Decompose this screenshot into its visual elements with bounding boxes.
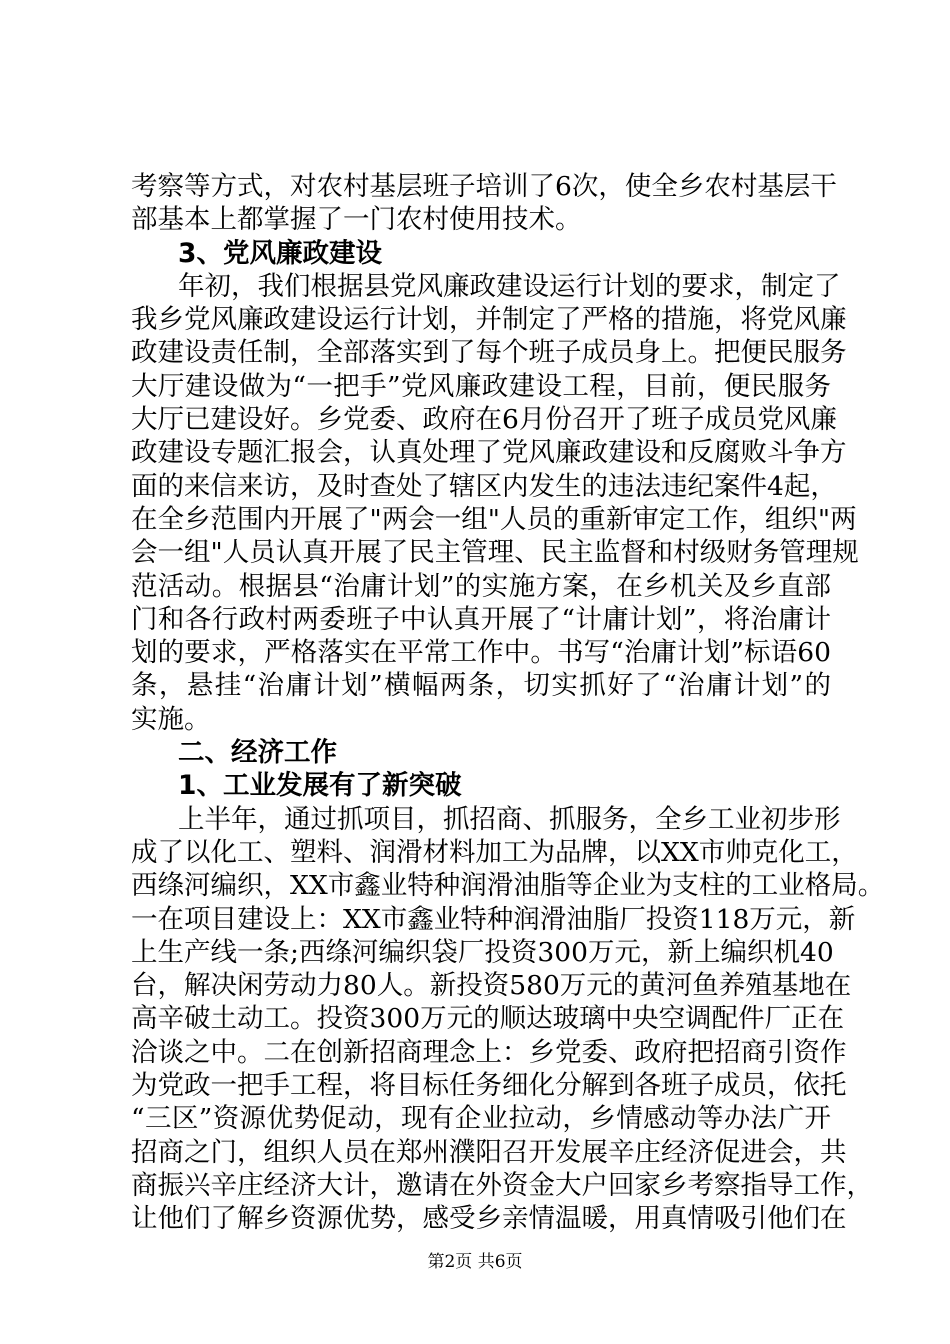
body-line: 上半年，通过抓项目，抓招商、抓服务，全乡工业初步形	[178, 803, 841, 835]
body-line: 范活动。根据县“治庸计划”的实施方案，在乡机关及乡直部	[131, 570, 831, 602]
body-line: 大厅建设做为“一把手”党风廉政建设工程，目前，便民服务	[131, 370, 831, 402]
body-line: 为党政一把手工程，将目标任务细化分解到各班子成员，依托	[131, 1070, 847, 1102]
body-line: 门和各行政村两委班子中认真开展了“计庸计划”，将治庸计	[131, 603, 831, 635]
section-heading: 二、经济工作	[178, 737, 337, 769]
body-line: 条，悬挂“治庸计划”横幅两条，切实抓好了“治庸计划”的	[131, 670, 831, 702]
body-line: 让他们了解乡资源优势，感受乡亲情温暖，用真情吸引他们在	[131, 1203, 847, 1235]
body-line: 考察等方式，对农村基层班子培训了6次，使全乡农村基层干	[131, 171, 837, 202]
body-line: 上生产线一条;西绦河编织袋厂投资300万元，新上编织机40	[131, 936, 834, 968]
body-line: 政建设责任制，全部落实到了每个班子成员身上。把便民服务	[131, 337, 847, 369]
body-line: 成了以化工、塑料、润滑材料加工为品牌，以XX市帅克化工，	[131, 836, 858, 868]
body-line: 高辛破土动工。投资300万元的顺达玻璃中央空调配件厂正在	[131, 1003, 845, 1035]
body-line: 大厅已建设好。乡党委、政府在6月份召开了班子成员党风廉	[131, 404, 837, 436]
body-line: 年初，我们根据县党风廉政建设运行计划的要求，制定了	[178, 270, 841, 302]
body-line: 商振兴辛庄经济大计，邀请在外资金大户回家乡考察指导工作，	[131, 1169, 873, 1201]
body-line: 洽谈之中。二在创新招商理念上：乡党委、政府把招商引资作	[131, 1036, 847, 1068]
subsection-heading: 1、工业发展有了新突破	[178, 770, 462, 802]
body-line: 划的要求，严格落实在平常工作中。书写“治庸计划”标语60	[131, 637, 831, 669]
page-number-footer: 第2页 共6页	[427, 1252, 523, 1272]
body-line: 部基本上都掌握了一门农村使用技术。	[131, 204, 582, 236]
body-line: 招商之门，组织人员在郑州濮阳召开发展辛庄经济促进会，共	[131, 1136, 847, 1168]
document-body	[131, 170, 885, 1236]
body-line: 在全乡范围内开展了"两会一组"人员的重新审定工作，组织"两	[131, 503, 857, 535]
body-line: 政建设专题汇报会，认真处理了党风廉政建设和反腐败斗争方	[131, 437, 847, 469]
body-line: 台，解决闲劳动力80人。新投资580万元的黄河鱼养殖基地在	[131, 970, 852, 1002]
body-line: 我乡党风廉政建设运行计划，并制定了严格的措施，将党风廉	[131, 304, 847, 336]
body-line: 西绦河编织，XX市鑫业特种润滑油脂等企业为支柱的工业格局。	[131, 870, 885, 902]
section-heading: 3、党风廉政建设	[178, 237, 382, 269]
body-line: 会一组"人员认真开展了民主管理、民主监督和村级财务管理规	[131, 537, 859, 569]
body-line: 面的来信来访，及时查处了辖区内发生的违法违纪案件4起，	[131, 470, 837, 502]
body-line: 一在项目建设上：XX市鑫业特种润滑油脂厂投资118万元，新	[131, 903, 856, 935]
body-line: 实施。	[131, 703, 211, 735]
body-line: “三区”资源优势促动，现有企业拉动，乡情感动等办法广开	[131, 1103, 831, 1135]
